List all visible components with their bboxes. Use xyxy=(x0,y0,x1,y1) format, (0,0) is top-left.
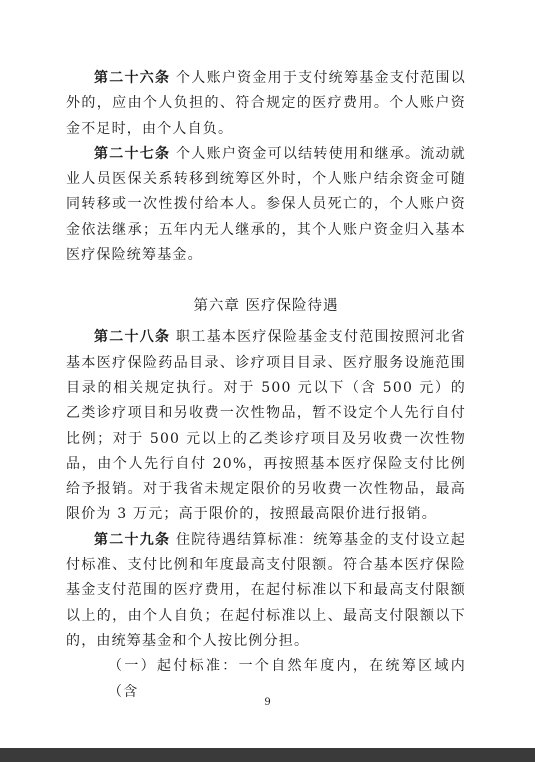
viewer-bottom-edge xyxy=(0,748,535,762)
chapter-title: 第六章 医疗保险待遇 xyxy=(193,298,339,315)
article-number: 第二十六条 xyxy=(94,70,171,86)
article-number: 第二十九条 xyxy=(94,531,171,548)
article-27 xyxy=(66,142,466,268)
article-28 xyxy=(66,325,466,527)
article-number: 第二十七条 xyxy=(94,145,171,162)
article-29 xyxy=(66,528,466,654)
article-text: 住院待遇结算标准：统筹基金的支付设立起付标准、支付比例和年度最高支付限额。符合基本医疗保险基金支付范围的医疗费用，在起付标准以下和最高支付限额以上的，由个人自负；在起付标准以上、最高支付限额以下的，由统筹基金和个人按比例分担。 xyxy=(66,531,466,649)
sub-item-1: （一）起付标准：一个自然年度内，在统筹区域内（含 xyxy=(108,658,466,700)
article-26 xyxy=(66,66,466,142)
article-number: 第二十八条 xyxy=(94,329,171,346)
page-number: 9 xyxy=(264,697,271,708)
article-text: 职工基本医疗保险基金支付范围按照河北省基本医疗保险药品目录、诊疗项目目录、医疗服务设施范围目录的相关规定执行。对于 500 元以下（含 500 元）的乙类诊疗项目和另收费一次性物品，暂不设定个人先行自付比例；对于 500 元以上的乙类诊疗项目及另收费一次性物品，由个人先行自付 20%，再按照基本医疗保险支付比例给予报销。对于我省未规定限价的另收费一次性物品，最高限价为 3 万元；高于限价的，按照最高限价进行报销。 xyxy=(66,329,466,523)
article-text: 个人账户资金用于支付统筹基金支付范围以外的，应由个人负担的、符合规定的医疗费用。个人账户资金不足时，由个人自负。 xyxy=(66,70,466,137)
page-content xyxy=(66,66,466,705)
article-text: 个人账户资金可以结转使用和继承。流动就业人员医保关系转移到统筹区外时，个人账户结余资金可随同转移或一次性拨付给本人。参保人员死亡的，个人账户资金依法继承；五年内无人继承的，其个人账户资金归入基本医疗保险统筹基金。 xyxy=(66,145,466,264)
